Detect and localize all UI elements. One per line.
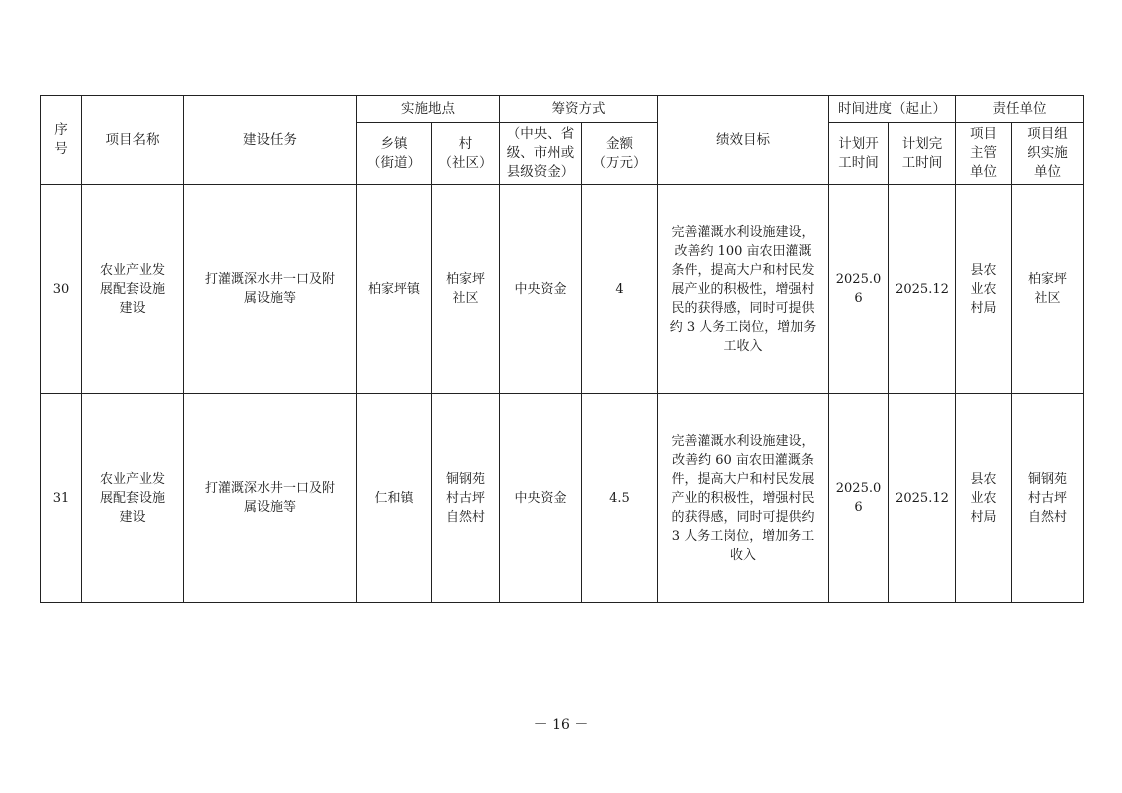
header-supervisor: 项目 主管 单位 xyxy=(956,123,1012,185)
page-number: － 16 － xyxy=(533,717,589,733)
cell-start-time: 2025.0 6 xyxy=(829,394,889,603)
header-funding-group: 筹资方式 xyxy=(500,96,658,123)
project-table xyxy=(40,95,1084,603)
cell-village: 铜钢苑 村古坪 自然村 xyxy=(432,394,500,603)
header-town: 乡镇 （街道） xyxy=(357,123,432,185)
header-village: 村 （社区） xyxy=(432,123,500,185)
cell-performance-goal: 完善灌溉水利设施建设， 改善约 100 亩农田灌溉 条件，提高大户和村民发 展产业的积极性，增强村 民的获得感，同时可提供 约 3 人务工岗位，增加务 工收入 xyxy=(658,185,829,394)
cell-town: 仁和镇 xyxy=(357,394,432,603)
table-row xyxy=(41,185,1084,394)
cell-project-name: 农业产业发 展配套设施 建设 xyxy=(82,185,184,394)
header-funding-source: （中央、省 级、市州或 县级资金） xyxy=(500,123,582,185)
cell-village: 柏家坪 社区 xyxy=(432,185,500,394)
header-end-time: 计划完 工时间 xyxy=(889,123,956,185)
cell-funding-source: 中央资金 xyxy=(500,185,582,394)
header-seq: 序 号 xyxy=(41,96,82,185)
cell-supervisor: 县农 业农 村局 xyxy=(956,185,1012,394)
header-responsible-group: 责任单位 xyxy=(956,96,1084,123)
cell-end-time: 2025.12 xyxy=(889,185,956,394)
header-location-group: 实施地点 xyxy=(357,96,500,123)
cell-supervisor: 县农 业农 村局 xyxy=(956,394,1012,603)
cell-construction-task: 打灌溉深水井一口及附 属设施等 xyxy=(184,394,357,603)
cell-performance-goal: 完善灌溉水利设施建设， 改善约 60 亩农田灌溉条 件，提高大户和村民发展 产业的积极性，增强村民 的获得感，同时可提供约 3 人务工岗位，增加务工 收入 xyxy=(658,394,829,603)
cell-project-name: 农业产业发 展配套设施 建设 xyxy=(82,394,184,603)
cell-implementer: 铜钢苑 村古坪 自然村 xyxy=(1012,394,1084,603)
cell-seq: 30 xyxy=(41,185,82,394)
cell-implementer: 柏家坪 社区 xyxy=(1012,185,1084,394)
header-implementer: 项目组 织实施 单位 xyxy=(1012,123,1084,185)
cell-end-time: 2025.12 xyxy=(889,394,956,603)
cell-funding-source: 中央资金 xyxy=(500,394,582,603)
cell-amount: 4.5 xyxy=(582,394,658,603)
table-row xyxy=(41,394,1084,603)
header-construction-task: 建设任务 xyxy=(184,96,357,185)
header-schedule-group: 时间进度（起止） xyxy=(829,96,956,123)
header-project-name: 项目名称 xyxy=(82,96,184,185)
header-start-time: 计划开 工时间 xyxy=(829,123,889,185)
cell-town: 柏家坪镇 xyxy=(357,185,432,394)
cell-amount: 4 xyxy=(582,185,658,394)
cell-start-time: 2025.0 6 xyxy=(829,185,889,394)
header-performance-goal: 绩效目标 xyxy=(658,96,829,185)
cell-construction-task: 打灌溉深水井一口及附 属设施等 xyxy=(184,185,357,394)
cell-seq: 31 xyxy=(41,394,82,603)
header-amount: 金额 （万元） xyxy=(582,123,658,185)
